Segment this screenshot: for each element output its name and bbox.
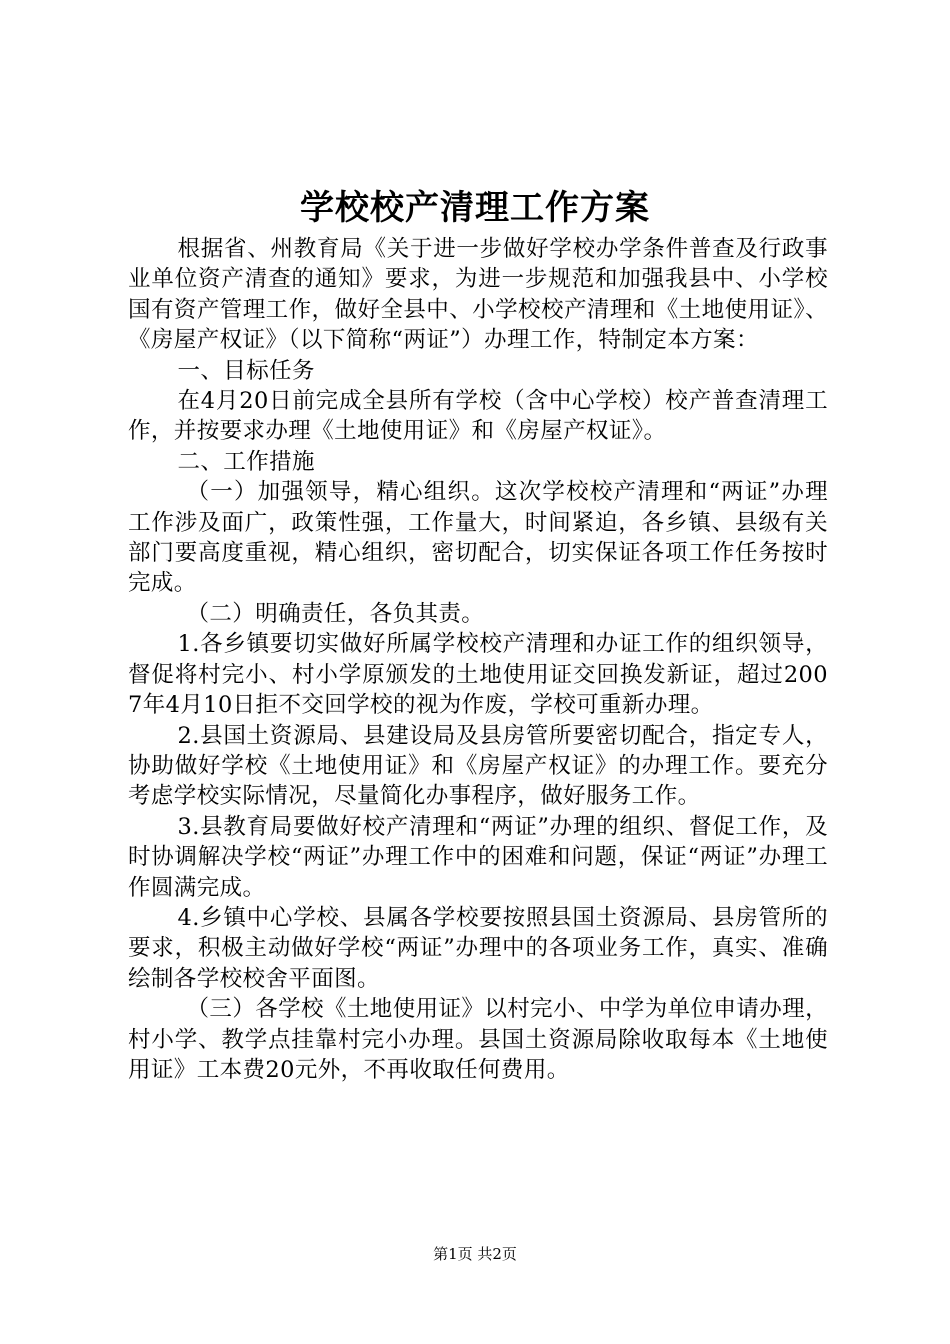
section-heading-goals: 一、目标任务 xyxy=(177,357,315,384)
responsibility-item-1: 1.各乡镇要切实做好所属学校校产清理和办证工作的组织领导，督促将村完小、村小学原颁发的土地使用证交回换发新证，超过2007年4月10日拒不交回学校的视为作废，学校可重新办理。 xyxy=(128,631,828,719)
measure-1-paragraph: （一）加强领导，精心组织。这次学校校产清理和“两证”办理工作涉及面广，政策性强，工作量大，时间紧迫，各乡镇、县级有关部门要高度重视，精心组织，密切配合，切实保证各项工作任务按时完成。 xyxy=(128,479,828,597)
page-footer: 第1页 共2页 xyxy=(433,1245,517,1263)
intro-paragraph: 根据省、州教育局《关于进一步做好学校办学条件普查及行政事业单位资产清查的通知》要求，为进一步规范和加强我县中、小学校国有资产管理工作，做好全县中、小学校校产清理和《土地使用证》、《房屋产权证》（以下简称“两证”）办理工作，特制定本方案： xyxy=(128,236,828,354)
measure-2-heading: （二）明确责任，各负其责。 xyxy=(186,600,485,627)
document-title: 学校校产清理工作方案 xyxy=(300,188,650,228)
document-body xyxy=(128,234,828,1085)
goals-paragraph: 在4月20日前完成全县所有学校（含中心学校）校产普查清理工作，并按要求办理《土地使用证》和《房屋产权证》。 xyxy=(128,388,828,445)
responsibility-item-4: 4.乡镇中心学校、县属各学校要按照县国土资源局、县房管所的要求，积极主动做好学校“两证”办理中的各项业务工作，真实、准确绘制各学校校舍平面图。 xyxy=(128,904,828,992)
measure-3-paragraph: （三）各学校《土地使用证》以村完小、中学为单位申请办理，村小学、教学点挂靠村完小办理。县国土资源局除收取每本《土地使用证》工本费20元外，不再收取任何费用。 xyxy=(128,996,828,1083)
responsibility-item-2: 2.县国土资源局、县建设局及县房管所要密切配合，指定专人，协助做好学校《土地使用证》和《房屋产权证》的办理工作。要充分考虑学校实际情况，尽量简化办事程序，做好服务工作。 xyxy=(128,722,828,810)
responsibility-item-3: 3.县教育局要做好校产清理和“两证”办理的组织、督促工作，及时协调解决学校“两证”办理工作中的困难和问题，保证“两证”办理工作圆满完成。 xyxy=(128,813,828,901)
section-heading-measures: 二、工作措施 xyxy=(177,448,315,475)
